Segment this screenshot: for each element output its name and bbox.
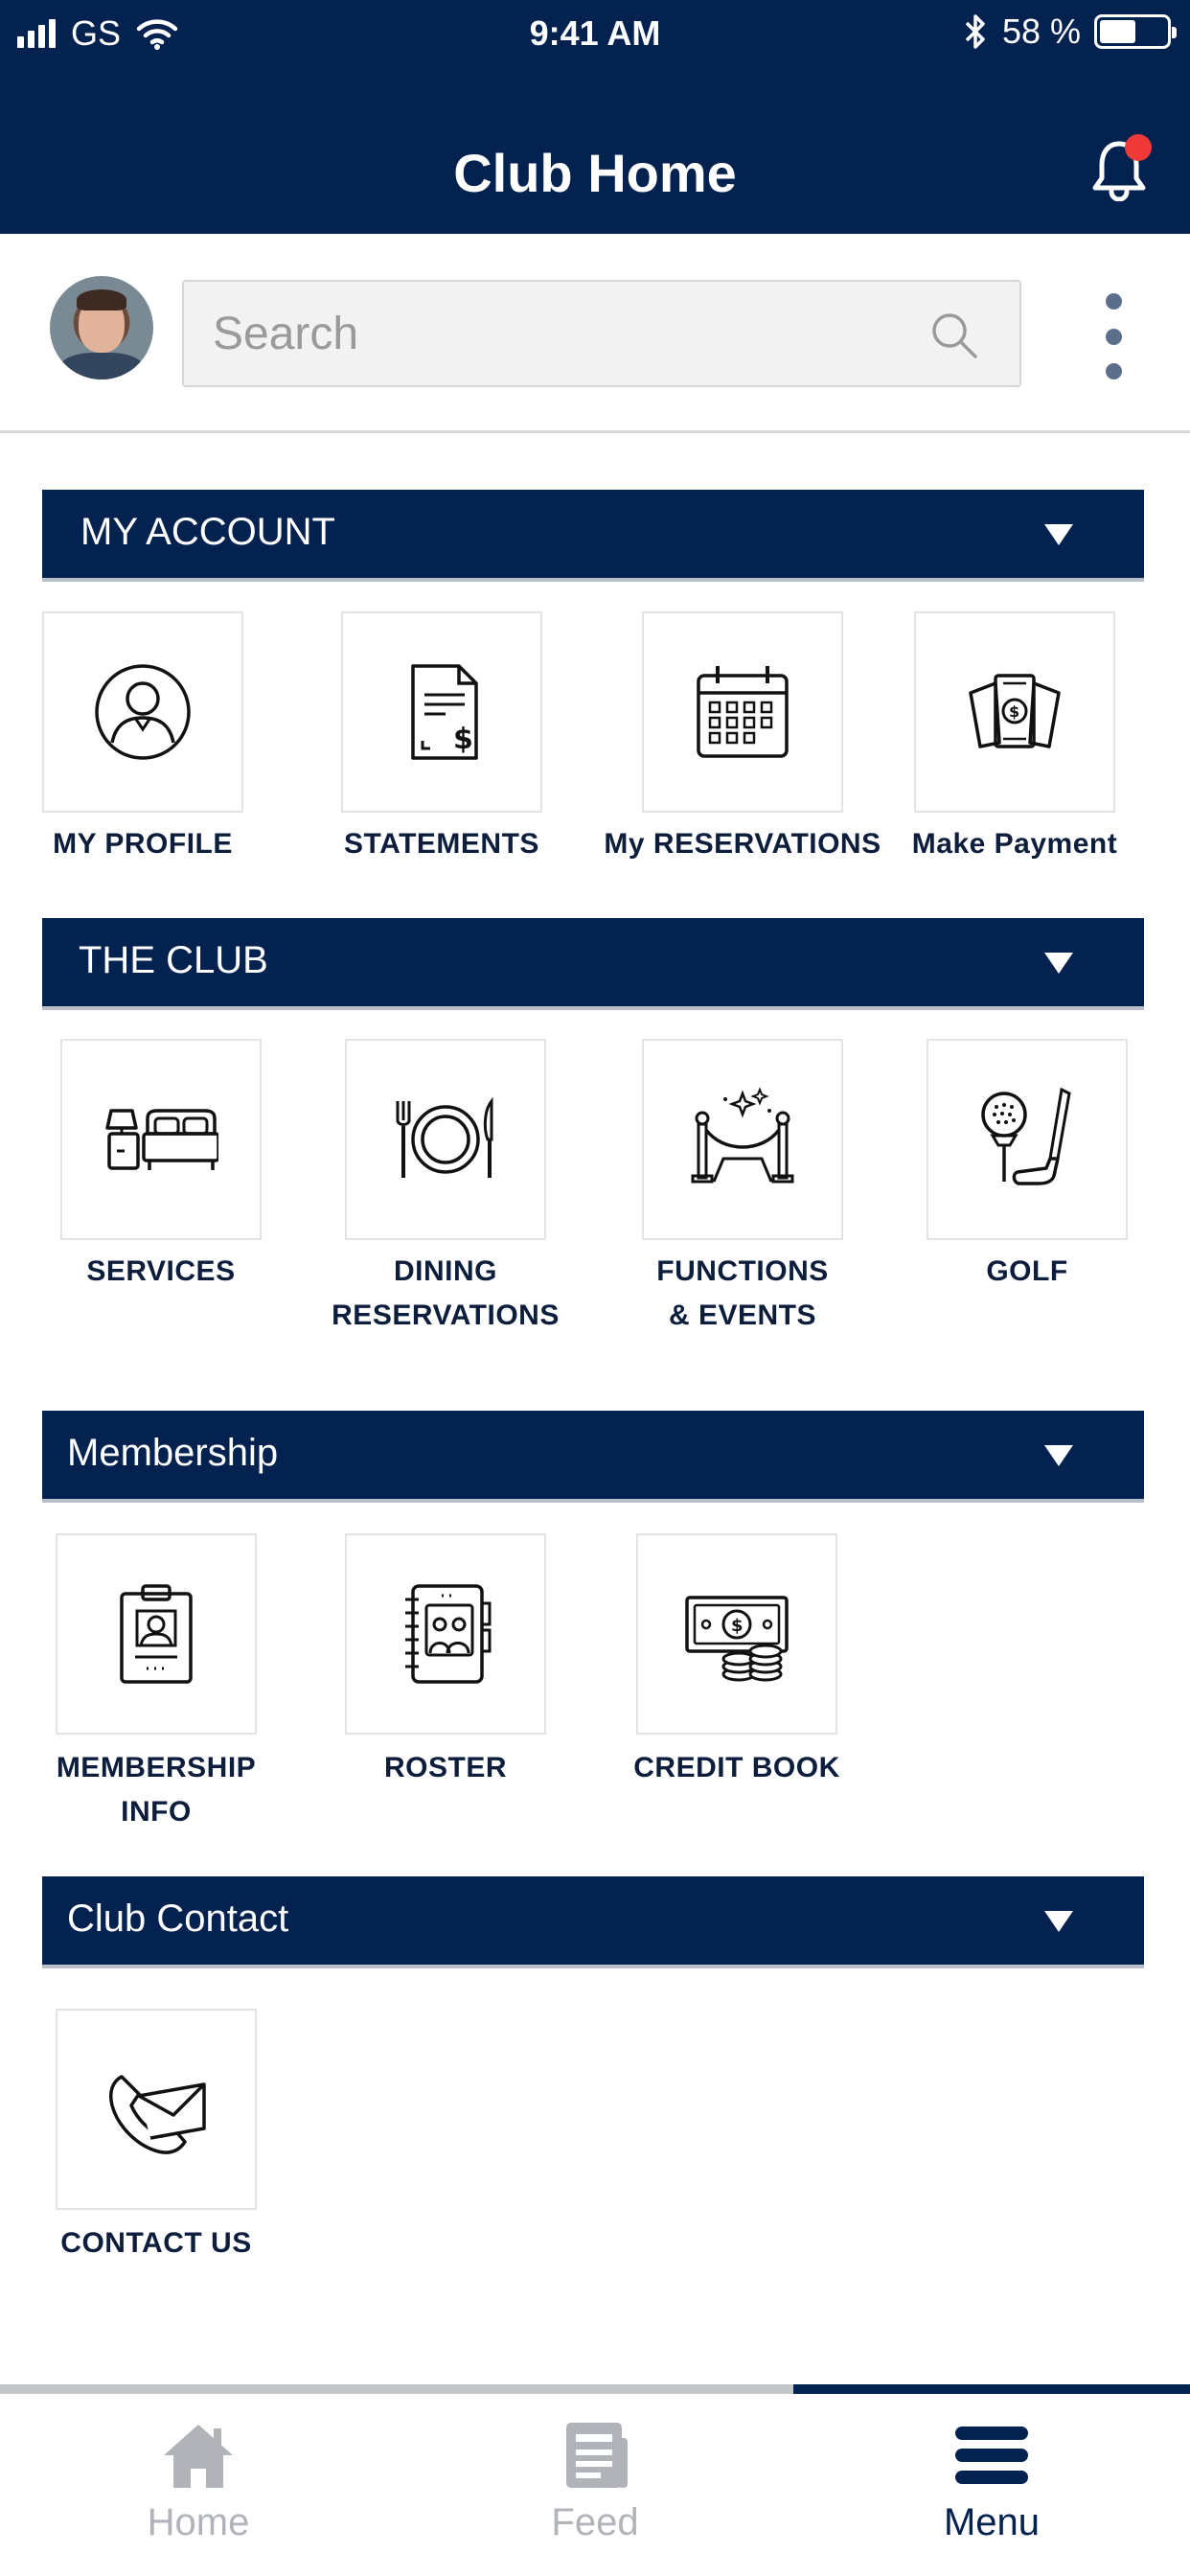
caret-down-icon[interactable] <box>1044 524 1073 545</box>
section-header-the-club[interactable] <box>42 918 1144 1006</box>
tile-statements[interactable] <box>341 611 542 813</box>
tab-feed[interactable] <box>397 2419 793 2563</box>
section-title: MY ACCOUNT <box>80 511 335 553</box>
tile-label-membership <box>3 1746 309 1834</box>
section-header-club-contact[interactable] <box>42 1876 1144 1965</box>
tile-label-roster: ROSTER <box>383 1752 507 1783</box>
tile-label-my-profile: MY PROFILE <box>53 828 233 860</box>
avatar[interactable] <box>50 276 153 380</box>
golf-icon <box>970 1082 1085 1197</box>
tile-label-line2: & EVENTS <box>668 1300 817 1331</box>
section-title: THE CLUB <box>79 939 268 981</box>
tile-services[interactable] <box>60 1039 262 1240</box>
statement-icon <box>384 655 499 770</box>
tile-label-dining <box>292 1250 599 1338</box>
notification-bell-icon[interactable] <box>1090 138 1148 201</box>
battery-icon <box>1094 14 1171 49</box>
event-rope-icon <box>685 1082 800 1197</box>
notification-badge <box>1125 134 1152 161</box>
search-box[interactable] <box>182 280 1021 387</box>
tab-home[interactable] <box>0 2419 397 2563</box>
tile-make-payment[interactable] <box>914 611 1115 813</box>
tab-label: Menu <box>943 2501 1041 2543</box>
calendar-icon <box>685 655 800 770</box>
tile-roster[interactable] <box>345 1533 546 1735</box>
tile-label-statements: STATEMENTS <box>344 828 539 860</box>
feed-icon <box>557 2419 633 2492</box>
top-bar <box>0 0 1190 234</box>
tab-label: Home <box>147 2501 250 2543</box>
page-title: Club Home <box>453 143 737 203</box>
tile-label-line2: RESERVATIONS <box>332 1300 560 1331</box>
search-input[interactable] <box>213 282 941 385</box>
tile-label-contact-us: CONTACT US <box>60 2227 252 2259</box>
search-icon[interactable] <box>929 310 979 360</box>
tile-membership-info[interactable] <box>56 1533 257 1735</box>
tile-label-line1: MEMBERSHIP <box>56 1752 257 1783</box>
tile-label-line1: DINING <box>394 1255 497 1287</box>
status-bar <box>0 0 1190 67</box>
tile-label-functions <box>589 1250 896 1338</box>
section-header-membership[interactable] <box>42 1411 1144 1499</box>
svg-text:$: $ <box>1009 702 1020 721</box>
tile-my-profile[interactable] <box>42 611 243 813</box>
section-header-my-account[interactable] <box>42 490 1144 578</box>
profile-icon <box>85 655 200 770</box>
tile-functions-events[interactable] <box>642 1039 843 1240</box>
tile-credit-book[interactable] <box>636 1533 837 1735</box>
caret-down-icon[interactable] <box>1044 1445 1073 1466</box>
tab-menu[interactable] <box>793 2419 1190 2563</box>
tile-label-make-payment: Make Payment <box>911 828 1118 860</box>
section-title: Membership <box>67 1432 279 1474</box>
payment-icon <box>957 655 1072 770</box>
caret-down-icon[interactable] <box>1044 953 1073 974</box>
menu-icon <box>953 2419 1030 2492</box>
dining-icon <box>388 1082 503 1197</box>
bottom-tab-bar <box>0 2384 1190 2576</box>
tile-my-reservations[interactable] <box>642 611 843 813</box>
tile-label-credit-book: CREDIT BOOK <box>633 1752 840 1783</box>
search-row <box>0 234 1190 433</box>
svg-text:$: $ <box>731 1616 744 1636</box>
tile-label-line1: FUNCTIONS <box>656 1255 829 1287</box>
id-badge-icon <box>99 1576 214 1691</box>
more-options-icon[interactable] <box>1102 293 1125 380</box>
tab-label: Feed <box>551 2501 639 2543</box>
home-icon <box>160 2419 237 2492</box>
bluetooth-icon <box>962 12 989 51</box>
tile-label-services: SERVICES <box>86 1255 236 1287</box>
svg-text:$: $ <box>453 723 473 756</box>
caret-down-icon[interactable] <box>1044 1911 1073 1932</box>
carrier-name: GS <box>71 13 122 53</box>
tab-active-indicator <box>793 2384 1190 2394</box>
section-title: Club Contact <box>67 1898 289 1940</box>
bed-icon <box>103 1082 218 1197</box>
tile-contact-us[interactable] <box>56 2009 257 2210</box>
roster-book-icon <box>388 1576 503 1691</box>
battery-percent: 58 % <box>1001 12 1081 51</box>
tile-golf[interactable] <box>927 1039 1128 1240</box>
tile-dining-reservations[interactable] <box>345 1039 546 1240</box>
tile-label-golf: GOLF <box>986 1255 1068 1287</box>
money-coins-icon <box>679 1576 794 1691</box>
tile-label-my-reservations: My RESERVATIONS <box>604 828 881 860</box>
tile-label-line2: INFO <box>121 1796 192 1828</box>
phone-mail-icon <box>99 2052 214 2167</box>
status-time: 9:41 AM <box>529 13 661 53</box>
